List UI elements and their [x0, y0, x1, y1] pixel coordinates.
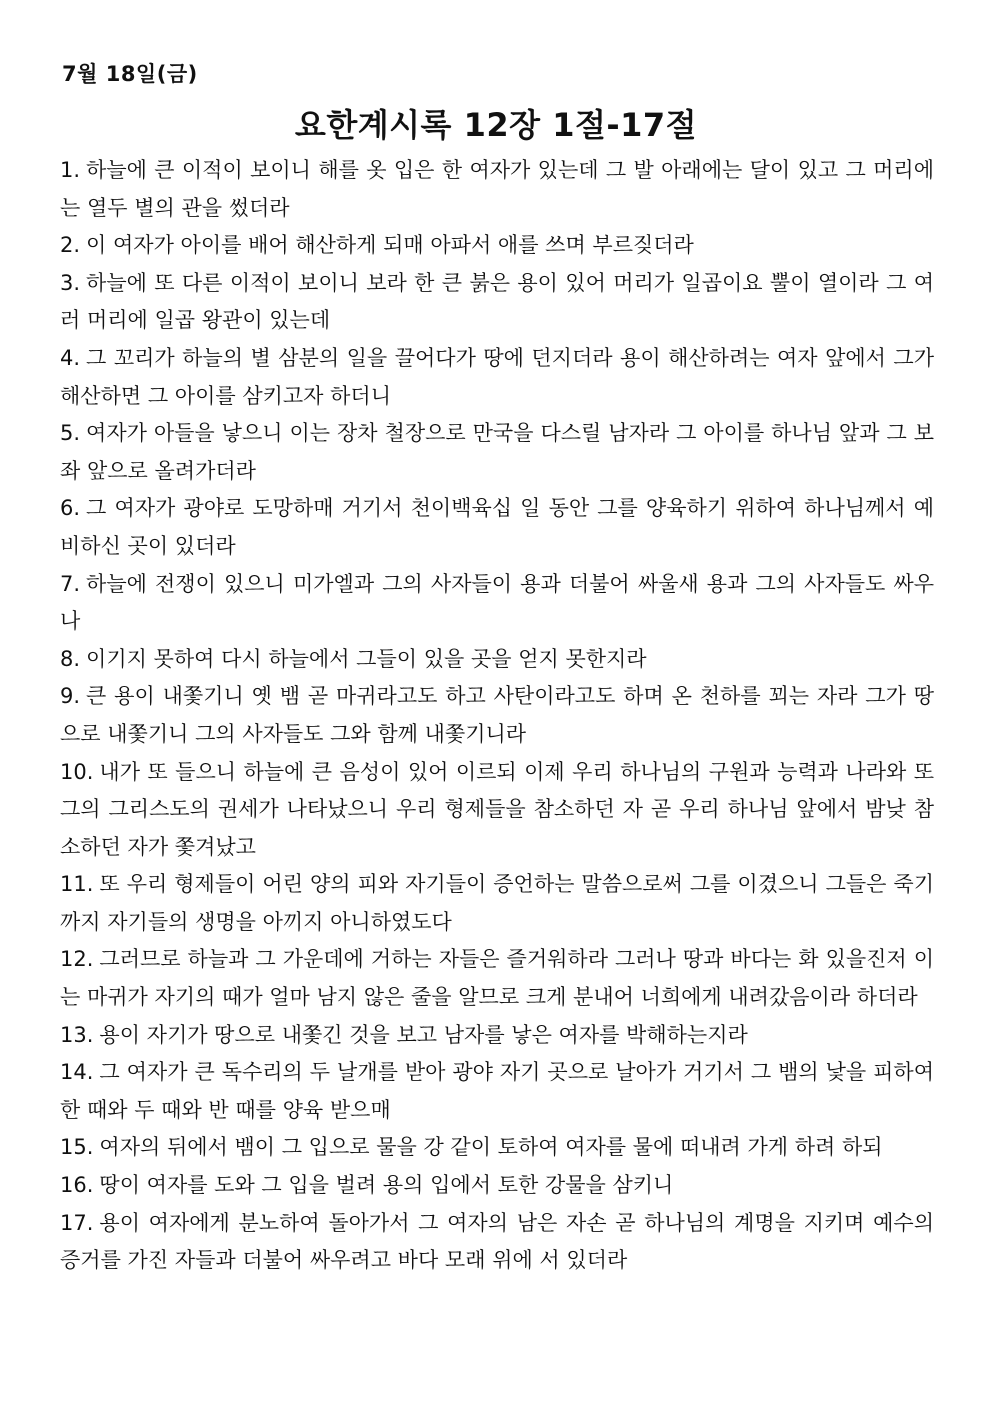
verse-text: 그 여자가 광야로 도망하매 거기서 천이백육십 일 동안 그를 양육하기 위하여 하나님께서 예비하신 곳이 있더라	[60, 496, 934, 558]
verse-text: 용이 자기가 땅으로 내쫓긴 것을 보고 남자를 낳은 여자를 박해하는지라	[99, 1022, 748, 1047]
verse-14	[60, 1054, 934, 1129]
verse-number: 15.	[60, 1135, 94, 1160]
verse-text: 여자가 아들을 낳으니 이는 장차 철장으로 만국을 다스릴 남자라 그 아이를 하나님 앞과 그 보좌 앞으로 올려가더라	[60, 421, 934, 483]
verse-6	[60, 490, 934, 565]
verse-12	[60, 941, 934, 1016]
verse-number: 5.	[60, 421, 81, 446]
page-title: 요한계시록 12장 1절-17절	[294, 106, 698, 144]
verse-number: 11.	[60, 872, 94, 897]
verse-text: 이 여자가 아이를 배어 해산하게 되매 아파서 애를 쓰며 부르짖더라	[86, 233, 694, 258]
verse-text: 하늘에 큰 이적이 보이니 해를 옷 입은 한 여자가 있는데 그 발 아래에는 달이 있고 그 머리에는 열두 별의 관을 썼더라	[60, 158, 934, 220]
verse-number: 10.	[60, 759, 94, 784]
verse-number: 6.	[60, 496, 81, 521]
verse-1	[60, 152, 934, 227]
verse-15	[60, 1129, 934, 1167]
date-label: 7월 18일(금)	[62, 62, 198, 86]
verse-number: 9.	[60, 684, 81, 709]
verse-11	[60, 866, 934, 941]
verse-8	[60, 641, 934, 679]
verse-text: 또 우리 형제들이 어린 양의 피와 자기들이 증언하는 말씀으로써 그를 이겼으니 그들은 죽기까지 자기들의 생명을 아끼지 아니하였도다	[60, 872, 934, 934]
verse-17	[60, 1205, 934, 1280]
verse-7	[60, 566, 934, 641]
verse-number: 8.	[60, 646, 81, 671]
verse-4	[60, 340, 934, 415]
verse-5	[60, 415, 934, 490]
verse-2	[60, 227, 934, 265]
verse-13	[60, 1017, 934, 1055]
verse-text: 큰 용이 내쫓기니 옛 뱀 곧 마귀라고도 하고 사탄이라고도 하며 온 천하를 꾀는 자라 그가 땅으로 내쫓기니 그의 사자들도 그와 함께 내쫓기니라	[60, 684, 934, 746]
verse-9	[60, 678, 934, 753]
verse-number: 16.	[60, 1173, 94, 1198]
verse-text: 이기지 못하여 다시 하늘에서 그들이 있을 곳을 얻지 못한지라	[86, 646, 647, 671]
verse-number: 1.	[60, 158, 81, 182]
verse-text: 그러므로 하늘과 그 가운데에 거하는 자들은 즐거워하라 그러나 땅과 바다는 화 있을진저 이는 마귀가 자기의 때가 얼마 남지 않은 줄을 알므로 크게 분내어 너희에게 내려갔음이라 하더라	[60, 947, 934, 1010]
verse-text: 땅이 여자를 도와 그 입을 벌려 용의 입에서 토한 강물을 삼키니	[99, 1173, 674, 1198]
verse-text: 하늘에 또 다른 이적이 보이니 보라 한 큰 붉은 용이 있어 머리가 일곱이요 뿔이 열이라 그 여러 머리에 일곱 왕관이 있는데	[60, 270, 934, 333]
verse-number: 17.	[60, 1210, 94, 1235]
verse-text: 하늘에 전쟁이 있으니 미가엘과 그의 사자들이 용과 더불어 싸울새 용과 그의 사자들도 싸우나	[60, 571, 934, 634]
verse-text: 내가 또 들으니 하늘에 큰 음성이 있어 이르되 이제 우리 하나님의 구원과 능력과 나라와 또 그의 그리스도의 권세가 나타났으니 우리 형제들을 참소하던 자 곧 우리 하나님 앞에서 밤낮 참소하던 자가 쫓겨났고	[60, 759, 934, 859]
verse-list	[60, 152, 934, 1280]
verse-text: 그 여자가 큰 독수리의 두 날개를 받아 광야 자기 곳으로 날아가 거기서 그 뱀의 낯을 피하여 한 때와 두 때와 반 때를 양육 받으매	[60, 1060, 934, 1122]
verse-3	[60, 265, 934, 340]
verse-number: 14.	[60, 1060, 94, 1085]
verse-number: 2.	[60, 233, 81, 258]
verse-text: 여자의 뒤에서 뱀이 그 입으로 물을 강 같이 토하여 여자를 물에 떠내려 가게 하려 하되	[99, 1135, 883, 1160]
verse-number: 3.	[60, 270, 81, 295]
verse-number: 13.	[60, 1022, 94, 1047]
verse-text: 그 꼬리가 하늘의 별 삼분의 일을 끌어다가 땅에 던지더라 용이 해산하려는 여자 앞에서 그가 해산하면 그 아이를 삼키고자 하더니	[60, 345, 934, 408]
verse-16	[60, 1167, 934, 1205]
verse-number: 7.	[60, 571, 81, 596]
verse-text: 용이 여자에게 분노하여 돌아가서 그 여자의 남은 자손 곧 하나님의 계명을 지키며 예수의 증거를 가진 자들과 더불어 싸우려고 바다 모래 위에 서 있더라	[60, 1210, 934, 1273]
verse-number: 4.	[60, 345, 81, 370]
verse-number: 12.	[60, 947, 94, 972]
verse-10	[60, 754, 934, 867]
